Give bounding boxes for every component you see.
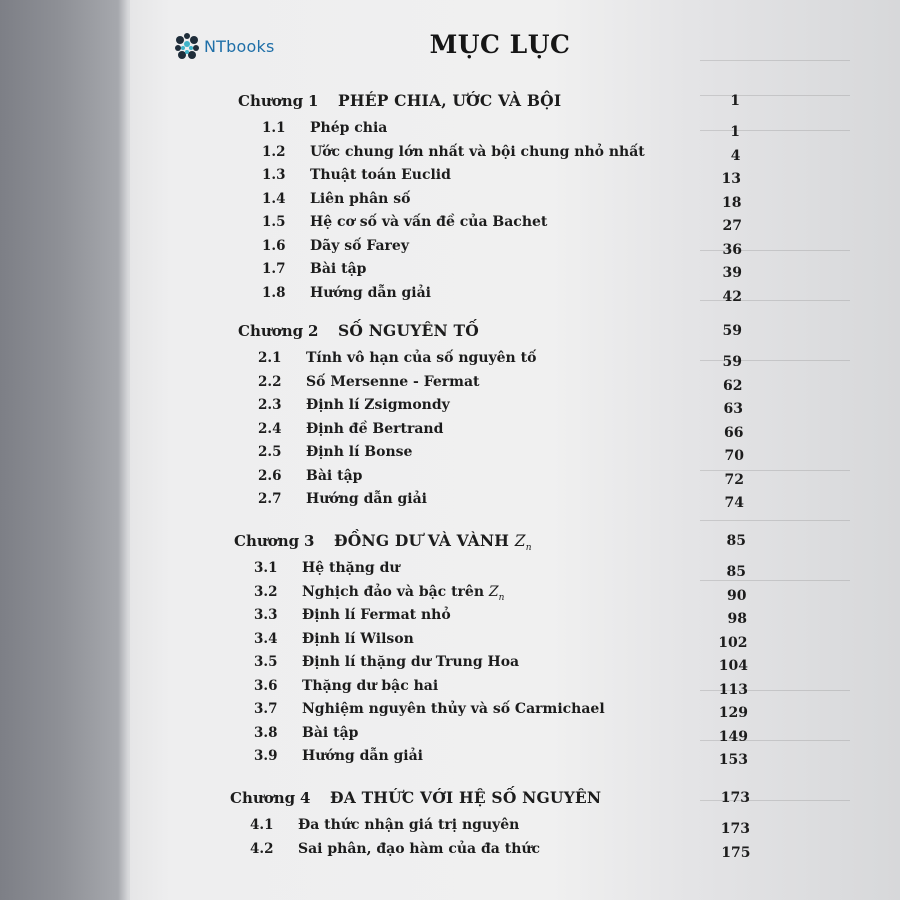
chapter-title bbox=[338, 90, 561, 112]
section-title-text: Hướng dẫn giải bbox=[306, 491, 427, 507]
section-page-number: 90 bbox=[727, 587, 747, 604]
chapter-page-number: 173 bbox=[720, 790, 750, 806]
section-page-number: 62 bbox=[723, 377, 743, 394]
section-page-number: 102 bbox=[718, 634, 748, 651]
section-number: 1.5 bbox=[262, 214, 286, 230]
chapter-number: 1 bbox=[308, 92, 319, 110]
section-title bbox=[302, 698, 605, 720]
section-title-text: Định lí Wilson bbox=[302, 630, 414, 647]
section-title-text: Sai phân, đạo hàm của đa thức bbox=[298, 840, 541, 857]
section-number: 1.6 bbox=[262, 237, 286, 254]
chapter-title-text: SỐ NGUYÊN TỐ bbox=[338, 321, 479, 340]
math-base: Z bbox=[514, 532, 526, 550]
section-number: 2.3 bbox=[258, 397, 282, 413]
section-row bbox=[0, 394, 900, 416]
section-page-number: 98 bbox=[727, 611, 747, 627]
section-row bbox=[0, 141, 900, 163]
brand-logo bbox=[172, 30, 274, 62]
section-title-text: Đa thức nhận giá trị nguyên bbox=[298, 817, 520, 833]
section-number: 2.7 bbox=[258, 491, 282, 507]
section-row bbox=[0, 441, 900, 463]
chapter-title-text: PHÉP CHIA, ƯỚC VÀ BỘI bbox=[338, 91, 562, 110]
section-number: 2.5 bbox=[258, 444, 282, 460]
section-number: 4.1 bbox=[250, 817, 274, 833]
section-page-number: 39 bbox=[722, 265, 742, 281]
section-page-number: 66 bbox=[724, 424, 744, 441]
chapter-page-number: 85 bbox=[726, 533, 746, 549]
chapter-word: Chương bbox=[230, 789, 296, 807]
section-number: 1.3 bbox=[262, 167, 286, 183]
section-number: 3.8 bbox=[254, 724, 278, 741]
section-page-number: 13 bbox=[721, 171, 741, 187]
chapter-word: Chương bbox=[238, 322, 304, 340]
section-title-text: Định lí thặng dư Trung Hoa bbox=[302, 654, 520, 670]
section-page-number: 4 bbox=[730, 147, 741, 164]
section-title-text: Định đề Bertrand bbox=[306, 420, 444, 437]
section-page-number: 74 bbox=[724, 495, 744, 511]
section-row bbox=[0, 604, 900, 626]
section-title-text: Ước chung lớn nhất và bội chung nhỏ nhất bbox=[310, 143, 645, 160]
section-title bbox=[310, 258, 366, 280]
section-title-text: Thuật toán Euclid bbox=[310, 167, 451, 183]
ntbooks-logo-icon bbox=[172, 31, 202, 61]
section-title-text: Phép chia bbox=[310, 120, 388, 136]
section-title bbox=[302, 745, 423, 767]
section-title-text: Bài tập bbox=[306, 467, 363, 484]
math-subscript: n bbox=[525, 543, 532, 554]
section-page-number: 113 bbox=[718, 681, 748, 698]
section-page-number: 175 bbox=[721, 844, 751, 861]
section-number: 3.2 bbox=[254, 583, 278, 600]
section-number: 1.2 bbox=[262, 143, 286, 160]
section-row bbox=[0, 628, 900, 650]
section-row bbox=[0, 235, 900, 257]
section-number: 1.8 bbox=[262, 284, 286, 301]
section-row bbox=[0, 188, 900, 210]
section-title-text: Định lí Fermat nhỏ bbox=[302, 607, 451, 623]
section-title bbox=[306, 465, 362, 487]
chapter-heading-row bbox=[0, 787, 900, 809]
section-row bbox=[0, 675, 900, 697]
section-number: 1.4 bbox=[262, 190, 286, 207]
section-title bbox=[306, 371, 480, 393]
section-title bbox=[310, 188, 410, 210]
section-row bbox=[0, 465, 900, 487]
section-number: 1.1 bbox=[262, 120, 286, 136]
section-title bbox=[306, 441, 412, 463]
section-title-text: Hướng dẫn giải bbox=[310, 284, 431, 301]
section-number: 3.6 bbox=[254, 677, 278, 694]
section-number: 3.5 bbox=[254, 654, 278, 670]
section-page-number: 42 bbox=[722, 288, 742, 305]
section-row bbox=[0, 347, 900, 369]
section-title bbox=[302, 557, 400, 579]
section-title-text: Liên phân số bbox=[310, 190, 411, 207]
section-title-text: Hệ thặng dư bbox=[302, 560, 400, 576]
section-page-number: 149 bbox=[718, 728, 748, 745]
section-page-number: 59 bbox=[722, 354, 742, 370]
chapter-word: Chương bbox=[234, 532, 300, 550]
chapter-page-number: 1 bbox=[730, 93, 740, 109]
section-number: 3.1 bbox=[254, 560, 278, 576]
section-title bbox=[310, 235, 409, 257]
section-title bbox=[302, 604, 451, 626]
section-title bbox=[298, 814, 519, 836]
chapter-word: Chương bbox=[238, 92, 304, 110]
section-title bbox=[306, 347, 536, 369]
chapter-title bbox=[334, 530, 532, 559]
section-page-number: 129 bbox=[718, 705, 748, 721]
section-number: 2.4 bbox=[258, 420, 282, 437]
section-row bbox=[0, 745, 900, 767]
section-title bbox=[302, 722, 358, 744]
section-page-number: 104 bbox=[718, 658, 748, 674]
math-subscript: n bbox=[498, 592, 505, 603]
section-title-text: Dãy số Farey bbox=[310, 237, 409, 254]
section-title bbox=[310, 141, 645, 163]
section-title-text: Bài tập bbox=[310, 261, 367, 277]
section-title-text: Nghiệm nguyên thủy và số Carmichael bbox=[302, 701, 605, 717]
section-title-text: Hướng dẫn giải bbox=[302, 748, 423, 764]
section-page-number: 63 bbox=[723, 401, 743, 417]
section-page-number: 85 bbox=[726, 564, 746, 580]
chapter-title bbox=[330, 787, 601, 809]
section-title bbox=[306, 394, 450, 416]
section-row bbox=[0, 164, 900, 186]
section-row bbox=[0, 117, 900, 139]
section-title-text: Định lí Zsigmondy bbox=[306, 397, 450, 413]
chapter-title-text: ĐỒNG DƯ VÀ VÀNH bbox=[334, 531, 510, 550]
section-number: 3.4 bbox=[254, 630, 278, 647]
section-row bbox=[0, 371, 900, 393]
chapter-number: 3 bbox=[304, 532, 315, 550]
section-title-text: Nghịch đảo và bậc trên bbox=[302, 583, 484, 600]
section-title bbox=[310, 117, 387, 139]
section-page-number: 1 bbox=[730, 124, 740, 140]
section-page-number: 153 bbox=[718, 752, 748, 768]
section-row bbox=[0, 698, 900, 720]
math-base: Z bbox=[488, 583, 499, 600]
section-title bbox=[298, 838, 540, 860]
chapter-number: 2 bbox=[308, 322, 319, 340]
section-page-number: 36 bbox=[722, 241, 742, 258]
section-number: 3.9 bbox=[254, 748, 278, 764]
section-row bbox=[0, 581, 900, 603]
section-row bbox=[0, 418, 900, 440]
section-row bbox=[0, 258, 900, 280]
chapter-number: 4 bbox=[300, 789, 311, 807]
chapter-title-text: ĐA THỨC VỚI HỆ SỐ NGUYÊN bbox=[330, 788, 602, 807]
section-title-text: Định lí Bonse bbox=[306, 444, 413, 460]
section-title bbox=[302, 628, 414, 650]
section-title bbox=[306, 488, 427, 510]
section-number: 3.7 bbox=[254, 701, 278, 717]
section-row bbox=[0, 282, 900, 304]
section-title-text: Bài tập bbox=[302, 724, 359, 741]
section-number: 1.7 bbox=[262, 261, 286, 277]
page-title: MỤC LỤC bbox=[429, 30, 571, 59]
section-row bbox=[0, 814, 900, 836]
section-number: 2.1 bbox=[258, 350, 282, 366]
section-row bbox=[0, 488, 900, 510]
section-title bbox=[302, 651, 519, 673]
section-number: 3.3 bbox=[254, 607, 278, 623]
section-number: 2.6 bbox=[258, 467, 282, 484]
section-row bbox=[0, 722, 900, 744]
section-page-number: 70 bbox=[724, 448, 744, 464]
section-title-text: Số Mersenne - Fermat bbox=[306, 373, 480, 390]
section-number: 4.2 bbox=[250, 840, 274, 857]
chapter-heading-row bbox=[0, 530, 900, 552]
chapter-title bbox=[338, 320, 479, 342]
section-page-number: 72 bbox=[724, 471, 744, 488]
chapter-heading-row bbox=[0, 320, 900, 342]
section-row bbox=[0, 838, 900, 860]
section-page-number: 173 bbox=[720, 821, 750, 837]
chapter-page-number: 59 bbox=[722, 323, 742, 339]
section-title bbox=[310, 164, 451, 186]
ring-zn-symbol bbox=[514, 532, 532, 554]
section-title bbox=[310, 282, 431, 304]
section-page-number: 18 bbox=[722, 194, 742, 211]
section-row bbox=[0, 211, 900, 233]
brand-name: NTbooks bbox=[204, 36, 275, 56]
section-page-number: 27 bbox=[722, 218, 742, 234]
section-title-text: Thặng dư bậc hai bbox=[302, 677, 439, 694]
section-number: 2.2 bbox=[258, 373, 282, 390]
section-title-text: Hệ cơ số và vấn đề của Bachet bbox=[310, 214, 548, 230]
section-title-text: Tính vô hạn của số nguyên tố bbox=[306, 350, 537, 366]
section-title bbox=[310, 211, 547, 233]
ring-zn-symbol bbox=[488, 583, 505, 603]
section-row bbox=[0, 651, 900, 673]
section-title bbox=[302, 675, 438, 697]
chapter-heading-row bbox=[0, 90, 900, 112]
section-row bbox=[0, 557, 900, 579]
section-title bbox=[306, 418, 443, 440]
